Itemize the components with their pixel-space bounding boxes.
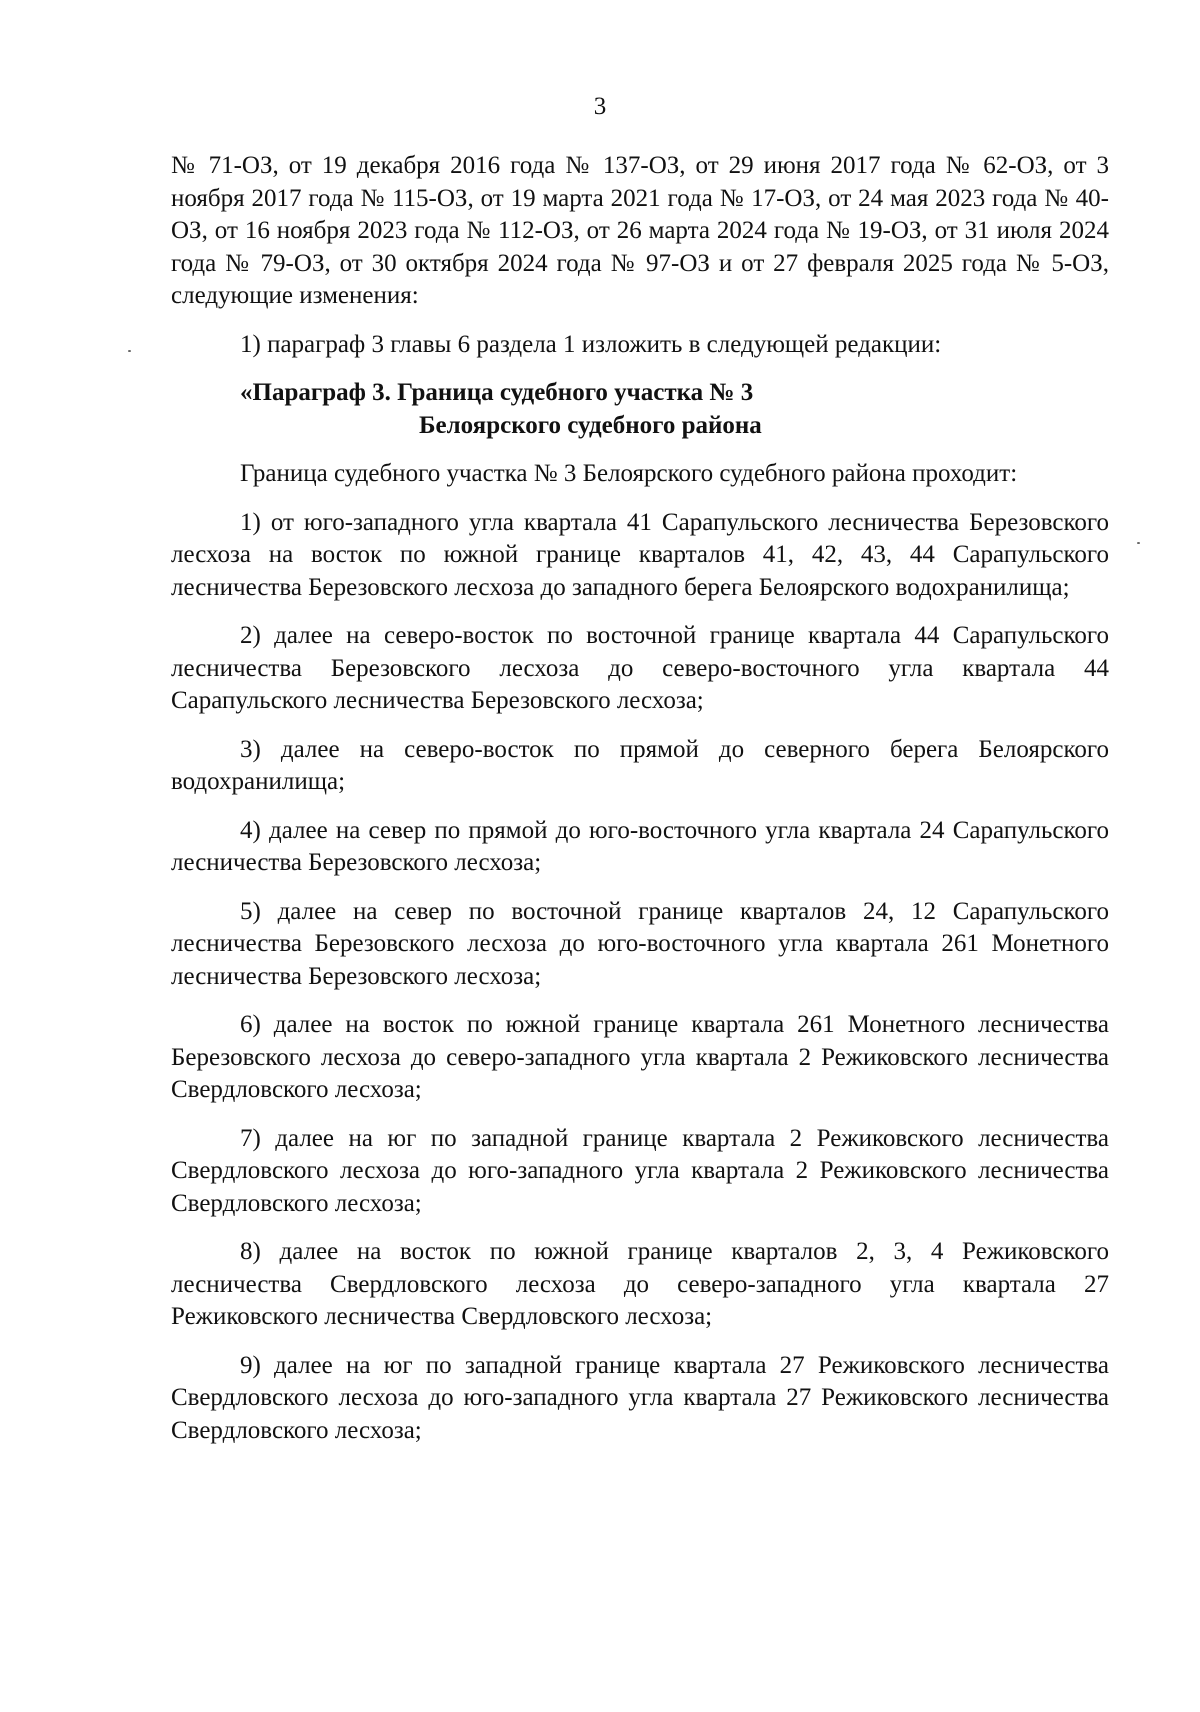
boundary-item-2: 2) далее на северо-восток по восточной границе квартала 44 Сарапульского лесничества Березовского лесхоза до северо-восточного угла квартала 44 Сарапульского лесничества Березовского лесхоза;: [171, 622, 1109, 714]
boundary-item-8: 8) далее на восток по южной границе кварталов 2, 3, 4 Режиковского лесничества Свердловского лесхоза до северо-западного угла квартала 27 Режиковского лесничества Свердловского лесхоза;: [171, 1238, 1109, 1330]
document-body: [171, 150, 1109, 1463]
boundary-item-4: 4) далее на север по прямой до юго-восточного угла квартала 24 Сарапульского лесничества Березовского лесхоза;: [171, 816, 1109, 876]
amendment-instruction-paragraph: 1) параграф 3 главы 6 раздела 1 изложить в следующей редакции:: [240, 330, 942, 358]
section-heading-line-2: Белоярского судебного района: [419, 411, 762, 439]
section-heading-line-1: «Параграф 3. Граница судебного участка № 3: [240, 379, 754, 406]
boundary-item-6: 6) далее на восток по южной границе квартала 261 Монетного лесничества Березовского лесхоза до северо-западного угла квартала 2 Режиковского лесничества Свердловского лесхоза;: [171, 1011, 1109, 1103]
section-heading: [171, 377, 1109, 442]
page-number: 3: [593, 93, 607, 120]
boundary-item-5: 5) далее на север по восточной границе кварталов 24, 12 Сарапульского лесничества Березовского лесхоза до юго-восточного угла квартала 261 Монетного лесничества Березовского лесхоза;: [171, 897, 1109, 990]
scan-speck-right: [1137, 542, 1140, 544]
boundary-item-3: 3) далее на северо-восток по прямой до северного берега Белоярского водохранилища;: [171, 735, 1109, 795]
boundary-intro-paragraph: Граница судебного участка № 3 Белоярского судебного района проходит:: [240, 460, 1018, 487]
amendment-references-paragraph: № 71-ОЗ, от 19 декабря 2016 года № 137-ОЗ, от 29 июня 2017 года № 62-ОЗ, от 3 ноября 2017 года № 115-ОЗ, от 19 марта 2021 года № 17-ОЗ, от 24 мая 2023 года № 40-ОЗ, от 16 ноября 2023 года № 112-ОЗ, от 26 марта 2024 года № 19-ОЗ, от 31 июля 2024 года № 79-ОЗ, от 30 октября 2024 года № 97-ОЗ и от 27 февраля 2025 года № 5-ОЗ, следующие изменения:: [171, 152, 1109, 309]
boundary-item-7: 7) далее на юг по западной границе квартала 2 Режиковского лесничества Свердловского лесхоза до юго-западного угла квартала 2 Режиковского лесничества Свердловского лесхоза;: [171, 1124, 1109, 1217]
boundary-item-9: 9) далее на юг по западной границе квартала 27 Режиковского лесничества Свердловского лесхоза до юго-западного угла квартала 27 Режиковского лесничества Свердловского лесхоза;: [171, 1351, 1109, 1444]
scan-speck-left: [128, 350, 131, 352]
boundary-item-1: 1) от юго-западного угла квартала 41 Сарапульского лесничества Березовского лесхоза на восток по южной границе кварталов 41, 42, 43, 44 Сарапульского лесничества Березовского лесхоза до западного берега Белоярского водохранилища;: [171, 508, 1109, 601]
